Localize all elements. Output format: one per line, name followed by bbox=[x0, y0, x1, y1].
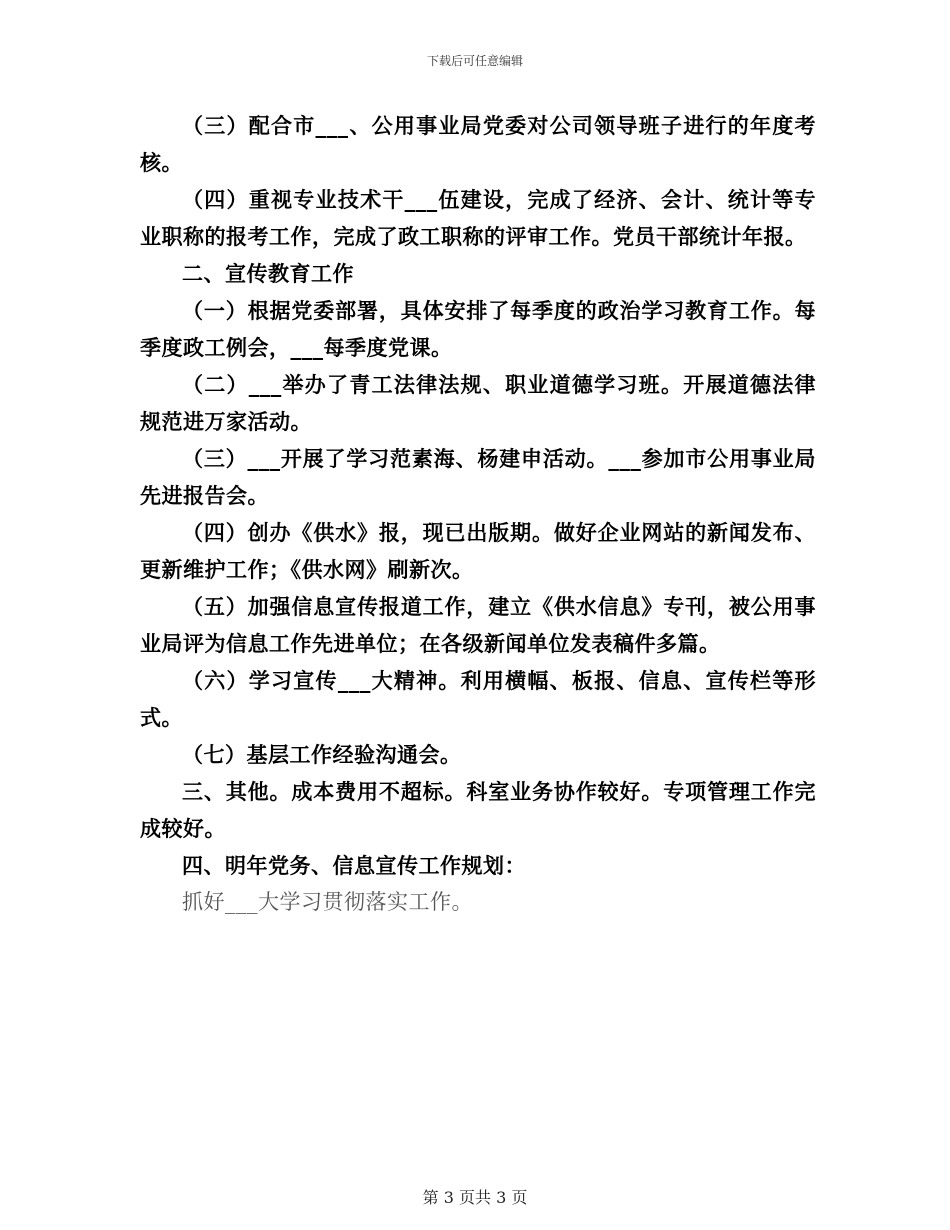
paragraph-10: 抓好___大学习贯彻落实工作。 bbox=[182, 890, 473, 914]
paragraph-6: （四）创办《供水》报，现已出版期。做好企业网站的新闻发布、更新维护工作；《供水网》刷新次。 bbox=[140, 520, 816, 582]
paragraph-2: （四）重视专业技术干___伍建设，完成了经济、会计、统计等专业职称的报考工作，完成了政工职称的评审工作。党员干部统计年报。 bbox=[140, 187, 816, 249]
paragraph-1: （三）配合市___、公用事业局党委对公司领导班子进行的年度考核。 bbox=[140, 113, 816, 175]
section-heading-4: 四、明年党务、信息宣传工作规划： bbox=[182, 853, 526, 878]
page-header: 下载后可任意编辑 bbox=[426, 54, 523, 68]
section-heading-2: 二、宣传教育工作 bbox=[182, 261, 354, 286]
paragraph-7: （五）加强信息宣传报道工作，建立《供水信息》专刊，被公用事业局评为信息工作先进单位；在各级新闻单位发表稿件多篇。 bbox=[140, 594, 816, 656]
paragraph-9: （七）基层工作经验沟通会。 bbox=[182, 742, 462, 767]
paragraph-3: （一）根据党委部署，具体安排了每季度的政治学习教育工作。每季度政工例会，___每季度党课。 bbox=[140, 298, 816, 360]
paragraph-5: （三）___开展了学习范素海、杨建申活动。___参加市公用事业局先进报告会。 bbox=[140, 446, 816, 508]
page-footer: 第 3 页共 3 页 bbox=[422, 1188, 528, 1207]
paragraph-4: （二）___举办了青工法律法规、职业道德学习班。开展道德法律规范进万家活动。 bbox=[140, 372, 816, 434]
section-heading-3: 三、其他。成本费用不超标。科室业务协作较好。专项管理工作完成较好。 bbox=[140, 779, 816, 841]
document-body bbox=[140, 107, 816, 921]
paragraph-8: （六）学习宣传___大精神。利用横幅、板报、信息、宣传栏等形式。 bbox=[140, 668, 816, 730]
